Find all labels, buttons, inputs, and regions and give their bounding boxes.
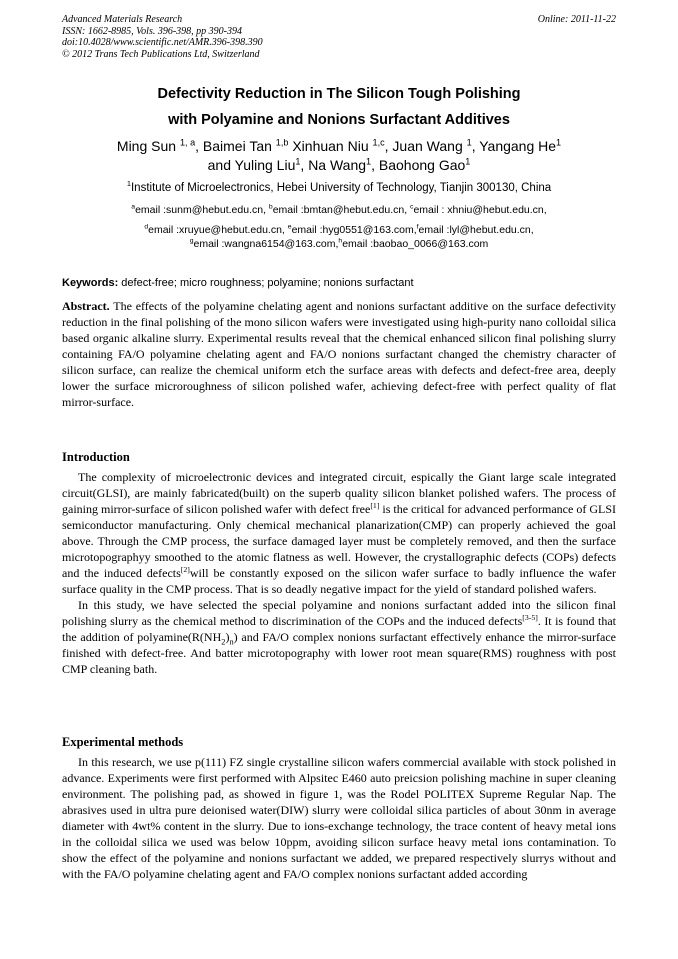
citation: [2] bbox=[180, 565, 190, 574]
author-name: and Yuling Liu bbox=[207, 157, 296, 173]
author-name: Ming Sun bbox=[116, 138, 177, 154]
email-address: email :lyl@hebut.edu.cn, bbox=[418, 223, 534, 236]
keywords bbox=[62, 276, 616, 290]
paragraph: In this research, we use p(111) FZ single crystalline silicon wafers commercial available with stock polished in advance. Experiments were first performed with Alpsitec E460 auto preicsion polishing machine in super cleaning environment. The polishing pad, as showed in figure 1, was the Rodel POLITEX Supreme Regular Nap. The abrasives used in ultra pure deionised water(DIW) slurry were colloidal silica particles of about 30nm in average diameter with 4wt% content in the slurry. Due to ions-exchange technology, the trace content of heavy metal ions in the colloidal silica we used was below 10ppm, avoiding silicon surface heavy metal ions contamination. To show the effect of the polyamine and nonions surfactant we added, we prepared respectively slurrys without and with the FA/O polyamine chelating agent and FA/O complex nonions surfactant added according bbox=[62, 755, 616, 881]
section-heading-introduction: Introduction bbox=[62, 450, 130, 464]
journal-name: Advanced Materials Research bbox=[62, 14, 183, 25]
author-emails bbox=[62, 203, 616, 252]
abstract-text: The effects of the polyamine chelating agent and nonions surfactant additive on the surface defectivity reduction in the final polishing of the mono silicon wafers were investigated using high-purity nano colloidal silica based organic alkaline slurry. Experimental results reveal that the chemical enhanced silicon final polishing slurry containing FA/O polyamine chelating agent and FA/O nonions surfactant changed the chemistry character of silicon surface, can realize the chemical uniform etch the surface areas with defects and defect-free area, deeply lower the surface microroughness of silicon polished wafer, achieving defect-free with perfect quality of flat mirror-surface. bbox=[62, 299, 616, 409]
author-name: , Na Wang bbox=[300, 157, 367, 173]
paragraph-text: In this study, we have selected the special polyamine and nonions surfactant added into the silicon final polishing slurry as the chemical method to discrimination of the COPs and the induced defects bbox=[62, 598, 616, 628]
paragraph-text: ) bbox=[225, 630, 230, 644]
experimental-body bbox=[62, 754, 616, 882]
email-mark: b bbox=[268, 203, 273, 211]
affiliation-mark: 1 bbox=[126, 179, 131, 189]
email-address: email :hyg0551@163.com, bbox=[291, 223, 417, 236]
author-name: , Yangang He bbox=[471, 138, 557, 154]
email-address: email :wangna6154@163.com, bbox=[193, 238, 339, 250]
author-affil-mark: 1 bbox=[465, 156, 471, 167]
email-mark: c bbox=[410, 203, 414, 211]
paragraph-text: ) and FA/O complex nonions surfactant effectively enhance the mirror-surface finished with defect-free. And batter microtopography with lower root mean square(RMS) roughness with post CMP cleaning bath. bbox=[62, 630, 616, 676]
running-header bbox=[62, 14, 616, 60]
author-affil-mark: 1 bbox=[366, 156, 372, 167]
author-affil-mark: 1,c bbox=[372, 137, 385, 148]
author-line-1 bbox=[62, 137, 616, 156]
email-address: email :baobao_0066@163.com bbox=[342, 238, 489, 250]
keywords-label: Keywords: bbox=[62, 277, 119, 289]
online-date: Online: 2011-11-22 bbox=[537, 14, 616, 25]
copyright-line: © 2012 Trans Tech Publications Ltd, Switzerland bbox=[62, 48, 260, 60]
email-address: email :sunm@hebut.edu.cn, bbox=[135, 204, 269, 216]
title-line-1: Defectivity Reduction in The Silicon Tough Polishing bbox=[157, 86, 521, 102]
subscript: n bbox=[229, 637, 234, 647]
author-affil-mark: 1,b bbox=[275, 137, 289, 148]
citation: [3-5] bbox=[522, 613, 538, 622]
author-list bbox=[62, 137, 616, 175]
abstract-label: Abstract. bbox=[62, 299, 110, 313]
email-mark: a bbox=[131, 203, 136, 211]
email-line-1 bbox=[62, 203, 616, 218]
title-line-2: with Polyamine and Nonions Surfactant Additives bbox=[168, 112, 510, 128]
keywords-text: defect-free; micro roughness; polyamine; nonions surfactant bbox=[118, 277, 414, 289]
email-mark: g bbox=[189, 237, 194, 245]
abstract bbox=[62, 298, 616, 410]
author-line-2 bbox=[62, 156, 616, 175]
email-mark: h bbox=[338, 237, 343, 245]
paragraph-text: will be constantly exposed on the silicon wafer surface to badly influence the wafer surface quality in the CMP process. That is so deadly negative impact for the yield of standard polished wafers. bbox=[62, 566, 616, 596]
email-address: email :xruyue@hebut.edu.cn, bbox=[148, 223, 288, 236]
introduction-body bbox=[62, 469, 616, 677]
paragraph-text: . It is found that the addition of polyamine(R(NH bbox=[62, 614, 616, 644]
subscript: 2 bbox=[221, 637, 226, 647]
email-address: email :bmtan@hebut.edu.cn, bbox=[272, 204, 411, 216]
author-name: , Juan Wang bbox=[384, 138, 463, 154]
citation: [1] bbox=[370, 501, 380, 510]
email-line-3 bbox=[62, 237, 616, 252]
issn-line: ISSN: 1662-8985, Vols. 396-398, pp 390-394 bbox=[62, 25, 242, 37]
email-mark: d bbox=[144, 223, 149, 230]
author-name: , Baohong Gao bbox=[371, 157, 466, 173]
author-affil-mark: 1, a bbox=[179, 137, 196, 148]
affiliation-text: Institute of Microelectronics, Hebei University of Technology, Tianjin 300130, China bbox=[130, 182, 552, 194]
paragraph-text: is the critical for advanced performance of GLSI semiconductor manufacturing. Only chemical mechanical planarization(CMP) can properly achieved the goal above. Through the CMP process, the surface damaged layer must be completely removed, and then the surface microtopographyy smoothed to the atomic flatness as well. However, the crystallographic defects (COPs) defects and the induced defects bbox=[62, 502, 616, 580]
email-line-2 bbox=[62, 223, 616, 238]
doi-line: doi:10.4028/www.scientific.net/AMR.396-398.390 bbox=[62, 37, 263, 48]
email-mark: f bbox=[416, 223, 419, 230]
paragraph bbox=[62, 469, 616, 597]
email-address: email : xhniu@hebut.edu.cn, bbox=[413, 204, 547, 216]
author-name: Xinhuan Niu bbox=[288, 138, 369, 154]
paragraph bbox=[62, 597, 616, 677]
author-affil-mark: 1 bbox=[556, 137, 562, 148]
paper-title bbox=[62, 81, 616, 133]
author-name: , Baimei Tan bbox=[195, 138, 272, 154]
email-mark: e bbox=[287, 223, 292, 230]
affiliation bbox=[62, 181, 616, 196]
section-heading-experimental: Experimental methods bbox=[62, 735, 184, 749]
author-affil-mark: 1 bbox=[295, 156, 301, 167]
paragraph-text: The complexity of microelectronic devices and integrated circuit, espically the Giant large scale integrated circuit(GLSI), are mainly fabricated(built) on the superb quality silicon blanket polished wafers. The process of gaining mirror-surface of silicon polished wafer with defect free bbox=[62, 470, 616, 516]
author-affil-mark: 1 bbox=[466, 137, 472, 148]
